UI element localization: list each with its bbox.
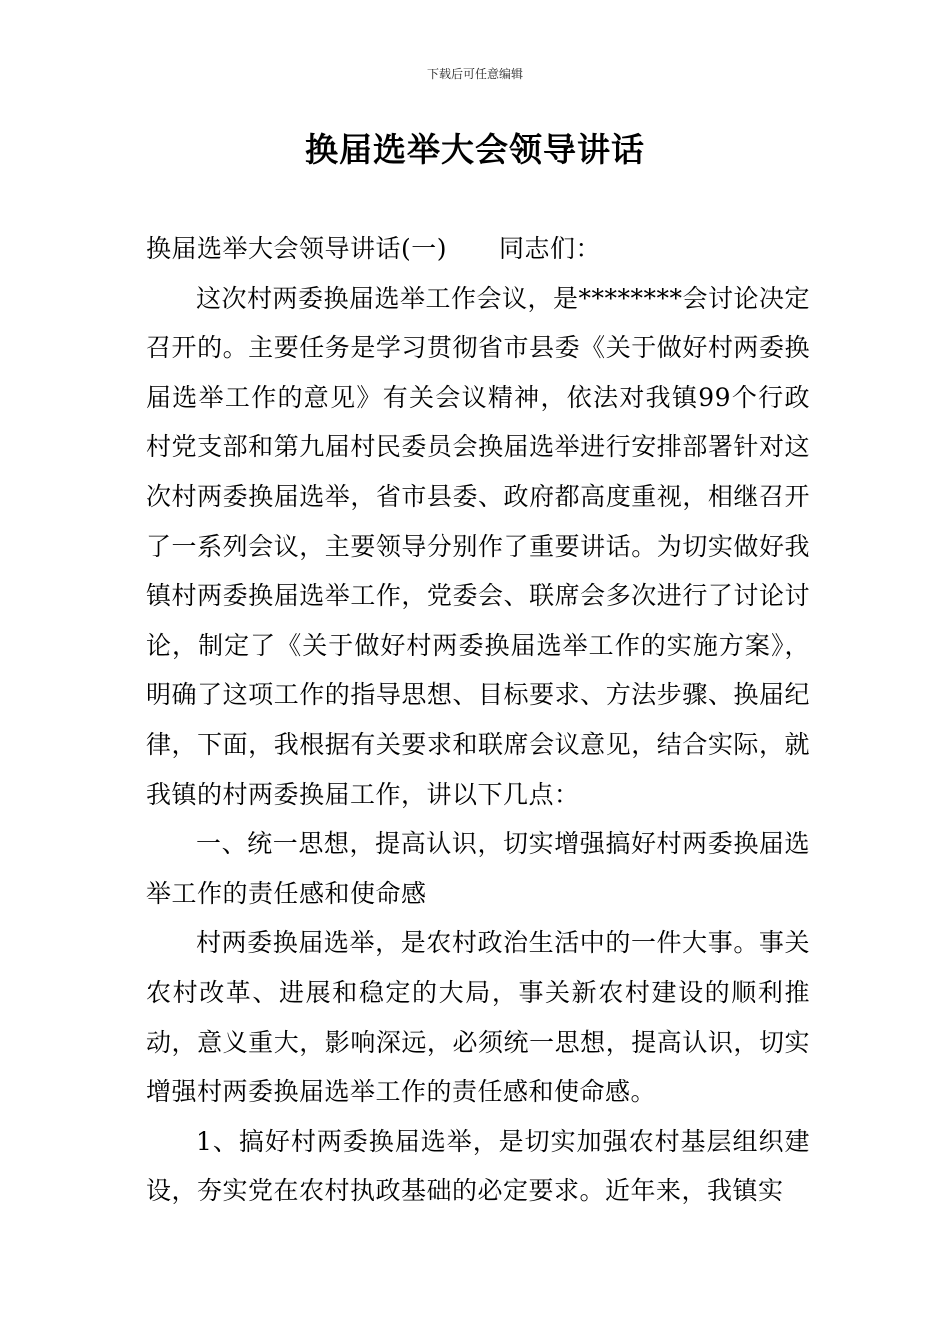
- header-note: 下载后可任意编辑: [426, 67, 523, 81]
- document-title: 换届选举大会领导讲话: [305, 130, 645, 169]
- section-heading: 一、统一思想，提高认识，切实增强搞好村两委换届选举工作的责任感和使命感: [146, 829, 810, 908]
- paragraph: 村两委换届选举，是农村政治生活中的一件大事。事关农村改革、进展和稳定的大局，事关新农村建设的顺利推动，意义重大，影响深远，必须统一思想，提高认识，切实增强村两委换届选举工作的责任感和使命感。: [146, 928, 810, 1107]
- paragraph: 这次村两委换届选举工作会议，是********会讨论决定召开的。主要任务是学习贯彻省市县委《关于做好村两委换届选举工作的意见》有关会议精神，依法对我镇99个行政村党支部和第九届村民委员会换届选举进行安排部署针对这次村两委换届选举，省市县委、政府都高度重视，相继召开了一系列会议，主要领导分别作了重要讲话。为切实做好我镇村两委换届选举工作，党委会、联席会多次进行了讨论讨论，制定了《关于做好村两委换届选举工作的实施方案》，明确了这项工作的指导思想、目标要求、方法步骤、换届纪律，下面，我根据有关要求和联席会议意见，结合实际，就我镇的村两委换届工作，讲以下几点：: [146, 283, 811, 809]
- paragraph: 1、搞好村两委换届选举，是切实加强农村基层组织建设，夯实党在农村执政基础的必定要求。近年来，我镇实: [146, 1126, 810, 1206]
- salutation: 同志们：: [499, 234, 602, 263]
- intro-line: [146, 224, 810, 274]
- document-body: [146, 224, 810, 1216]
- intro-subtitle: 换届选举大会领导讲话(一): [146, 234, 448, 263]
